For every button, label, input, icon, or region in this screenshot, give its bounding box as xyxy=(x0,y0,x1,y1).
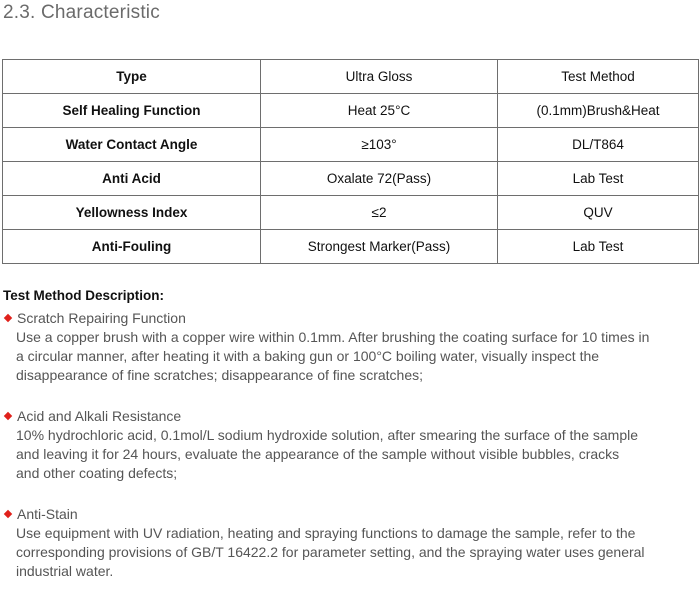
row-method: (0.1mm)Brush&Heat xyxy=(498,94,699,128)
diamond-bullet-icon xyxy=(4,412,12,420)
description-item xyxy=(3,407,700,483)
row-value: ≥103° xyxy=(261,128,498,162)
item-line: 10% hydrochloric acid, 0.1mol/L sodium hydroxide solution, after smearing the surface of the sample xyxy=(16,427,639,443)
item-title: Anti-Stain xyxy=(17,506,78,522)
row-value: Heat 25°C xyxy=(261,94,498,128)
item-title: Acid and Alkali Resistance xyxy=(17,408,182,424)
item-line: and leaving it for 24 hours, evaluate the appearance of the sample without visible bubbles, cracks xyxy=(16,446,620,462)
row-value: Strongest Marker(Pass) xyxy=(261,230,498,264)
row-label: Anti-Fouling xyxy=(3,230,261,264)
table-row xyxy=(3,60,699,94)
row-label: Type xyxy=(3,60,261,94)
table-row xyxy=(3,94,699,128)
description-item xyxy=(3,309,700,385)
characteristic-table xyxy=(2,59,699,264)
row-value: Ultra Gloss xyxy=(261,60,498,94)
item-line: Use a copper brush with a copper wire within 0.1mm. After brushing the coating surface for 10 times in xyxy=(16,329,650,345)
description-heading: Test Method Description: xyxy=(3,288,165,303)
item-line: disappearance of fine scratches; disappearance of fine scratches; xyxy=(16,367,424,383)
table-row xyxy=(3,196,699,230)
description-item xyxy=(3,505,700,581)
section-title: 2.3. Characteristic xyxy=(3,2,160,23)
diamond-bullet-icon xyxy=(4,510,12,518)
item-body xyxy=(16,524,700,581)
item-body xyxy=(16,328,700,385)
row-label: Yellowness Index xyxy=(3,196,261,230)
row-method: Lab Test xyxy=(498,162,699,196)
item-line: corresponding provisions of GB/T 16422.2 for parameter setting, and the spraying water uses general xyxy=(16,544,645,560)
item-line: and other coating defects; xyxy=(16,465,178,481)
row-label: Self Healing Function xyxy=(3,94,261,128)
row-label: Water Contact Angle xyxy=(3,128,261,162)
item-body xyxy=(16,426,700,483)
row-value: ≤2 xyxy=(261,196,498,230)
row-method: DL/T864 xyxy=(498,128,699,162)
diamond-bullet-icon xyxy=(4,314,12,322)
row-method: Test Method xyxy=(498,60,699,94)
row-method: QUV xyxy=(498,196,699,230)
test-method-description xyxy=(3,288,700,603)
row-label: Anti Acid xyxy=(3,162,261,196)
row-method: Lab Test xyxy=(498,230,699,264)
item-line: a circular manner, after heating it with a baking gun or 100°C boiling water, visually inspect the xyxy=(16,348,600,364)
item-title: Scratch Repairing Function xyxy=(17,310,186,326)
table-row xyxy=(3,128,699,162)
table-row xyxy=(3,162,699,196)
table-row xyxy=(3,230,699,264)
item-line: industrial water. xyxy=(16,563,114,579)
item-line: Use equipment with UV radiation, heating and spraying functions to damage the sample, refer to the xyxy=(16,525,636,541)
row-value: Oxalate 72(Pass) xyxy=(261,162,498,196)
